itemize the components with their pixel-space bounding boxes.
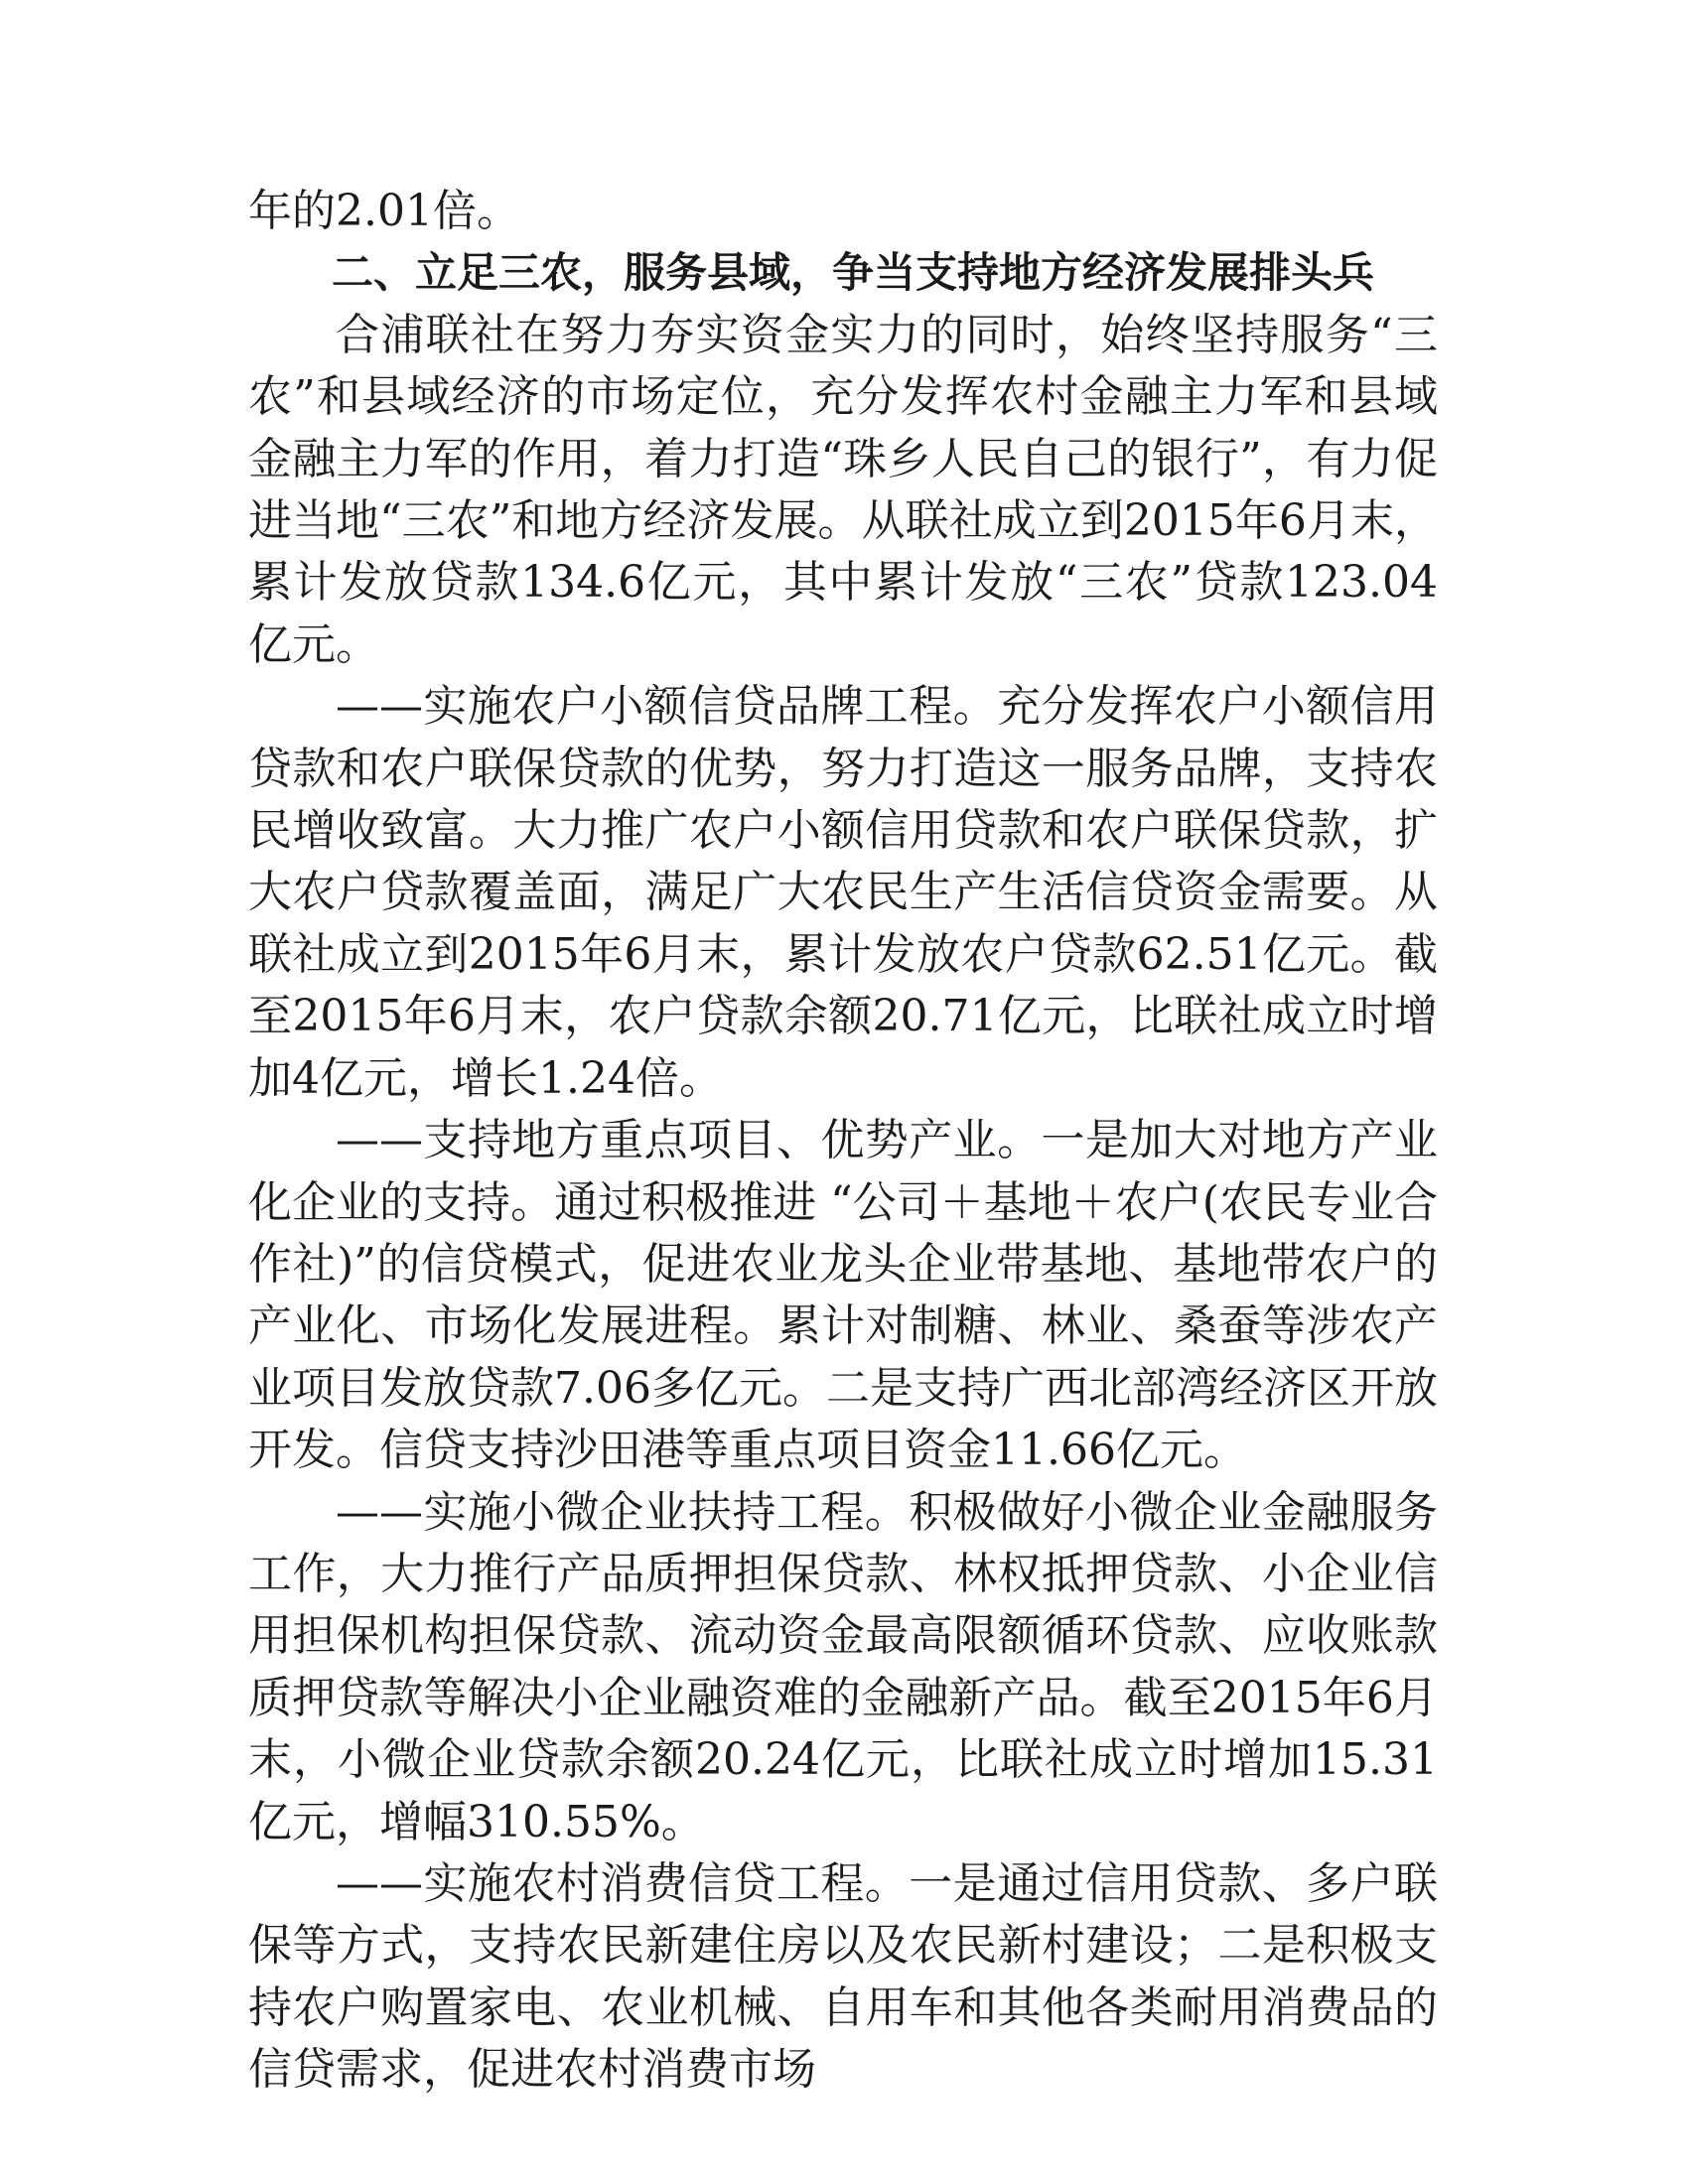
paragraph-intro: 合浦联社在努力夯实资金实力的同时，始终坚持服务“三农”和县域经济的市场定位，充分发挥农村金融主力军和县域金融主力军的作用，着力打造“珠乡人民自己的银行”，有力促进当地“三农”和地方经济发展。从联社成立到2015年6月末，累计发放贷款134.6亿元，其中累计发放“三农”贷款123.04亿元。 <box>248 309 1438 670</box>
paragraph-key-projects: ——支持地方重点项目、优势产业。一是加大对地方产业化企业的支持。通过积极推进 “公司＋基地＋农户(农民专业合作社)”的信贷模式，促进农业龙头企业带基地、基地带农户的产业化、市场化发展进程。累计对制糖、林业、桑蚕等涉农产业项目发放贷款7.06多亿元。二是支持广西北部湾经济区开放开发。信贷支持沙田港等重点项目资金11.66亿元。 <box>248 1115 1438 1476</box>
section-heading: 二、立足三农，服务县域，争当支持地方经济发展排头兵 <box>332 248 1375 298</box>
paragraph-farmer-credit: ——实施农户小额信贷品牌工程。充分发挥农户小额信用贷款和农户联保贷款的优势，努力打造这一服务品牌，支持农民增收致富。大力推广农户小额信用贷款和农户联保贷款，扩大农户贷款覆盖面，满足广大农民生产生活信贷资金需要。从联社成立到2015年6月末，累计发放农户贷款62.51亿元。截至2015年6月末，农户贷款余额20.71亿元，比联社成立时增加4亿元，增长1.24倍。 <box>248 681 1438 1104</box>
document-body <box>248 181 1438 2102</box>
continuation-text: 年的2.01倍。 <box>248 186 520 236</box>
paragraph-small-enterprise: ——实施小微企业扶持工程。积极做好小微企业金融服务工作，大力推行产品质押担保贷款、林权抵押贷款、小企业信用担保机构担保贷款、流动资金最高限额循环贷款、应收账款质押贷款等解决小企业融资难的金融新产品。截至2015年6月末，小微企业贷款余额20.24亿元，比联社成立时增加15.31亿元，增幅310.55%。 <box>248 1486 1438 1847</box>
paragraph-consumer-credit: ——实施农村消费信贷工程。一是通过信用贷款、多户联保等方式，支持农民新建住房以及农民新村建设；二是积极支持农户购置家电、农业机械、自用车和其他各类耐用消费品的信贷需求，促进农村消费市场 <box>248 1857 1438 2096</box>
